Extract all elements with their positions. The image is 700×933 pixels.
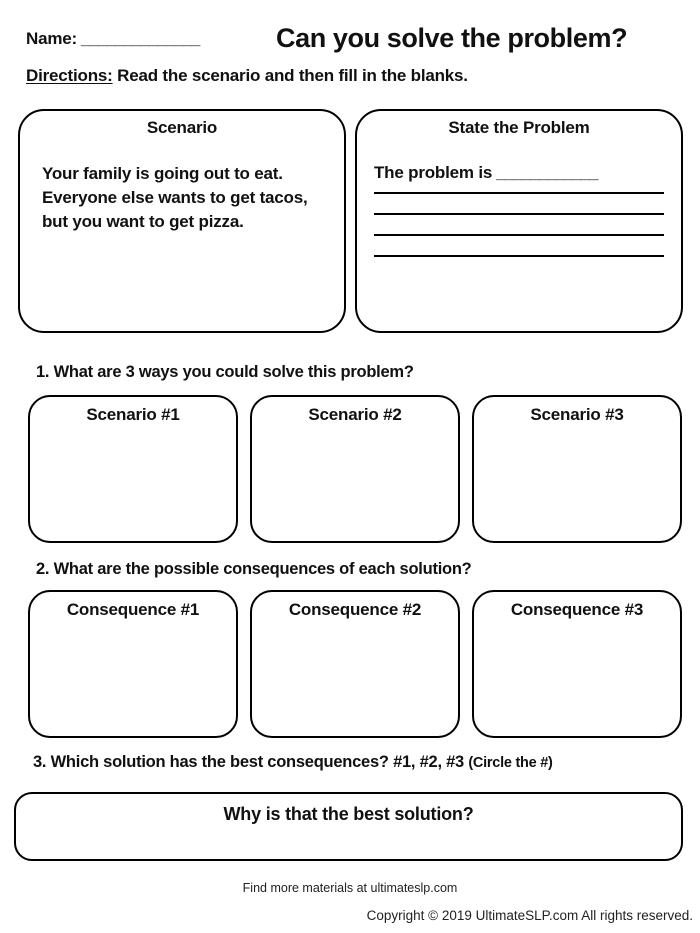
- problem-lead-row: [374, 163, 681, 183]
- answer-box-scenario-3[interactable]: [472, 395, 682, 543]
- question-3-circle-note: (Circle the #): [468, 755, 553, 771]
- answer-box-title: Consequence #1: [66, 600, 200, 619]
- problem-box-title: State the Problem: [448, 118, 590, 137]
- why-box-title: Why is that the best solution?: [223, 804, 474, 824]
- scenario-box-text: Your family is going out to eat. Everyone else wants to get tacos, but you want to get pizza.: [42, 163, 308, 231]
- write-line[interactable]: [374, 255, 664, 257]
- question-1-prompt: 1. What are 3 ways you could solve this problem?: [36, 363, 414, 381]
- name-label: Name:: [26, 29, 77, 48]
- scenario-box-title: Scenario: [146, 118, 218, 137]
- answer-box-title: Consequence #2: [288, 600, 422, 619]
- write-line[interactable]: [374, 213, 664, 215]
- question-3-prompt: [33, 753, 553, 772]
- problem-lead-blank[interactable]: ____________: [496, 162, 598, 182]
- page-title: Can you solve the problem?: [276, 23, 628, 53]
- name-blank-line[interactable]: ______________: [80, 29, 200, 48]
- state-the-problem-box: [355, 109, 683, 333]
- answer-box-scenario-2[interactable]: [250, 395, 460, 543]
- question-2-prompt: 2. What are the possible consequences of each solution?: [36, 560, 472, 578]
- directions-label: Directions:: [26, 66, 113, 85]
- answer-box-consequence-1[interactable]: [28, 590, 238, 738]
- answer-box-title: Scenario #3: [530, 405, 624, 424]
- problem-write-lines: [374, 192, 664, 257]
- problem-lead-text: The problem is: [374, 162, 493, 182]
- write-line[interactable]: [374, 234, 664, 236]
- directions-line: [26, 66, 468, 86]
- answer-box-consequence-2[interactable]: [250, 590, 460, 738]
- name-field-group: [26, 30, 199, 47]
- write-line[interactable]: [374, 192, 664, 194]
- answer-box-title: Consequence #3: [510, 600, 644, 619]
- worksheet-header: [0, 24, 700, 64]
- answer-box-consequence-3[interactable]: [472, 590, 682, 738]
- question-3-text[interactable]: 3. Which solution has the best consequences? #1, #2, #3: [33, 753, 464, 771]
- answer-box-title: Scenario #2: [308, 405, 402, 424]
- answer-box-scenario-1[interactable]: [28, 395, 238, 543]
- footer-copyright-text: Copyright © 2019 UltimateSLP.com All rights reserved.: [366, 908, 693, 923]
- footer-materials-text: Find more materials at ultimateslp.com: [242, 881, 458, 895]
- why-best-solution-box[interactable]: [14, 792, 683, 861]
- answer-box-title: Scenario #1: [86, 405, 180, 424]
- scenario-box: [18, 109, 346, 333]
- directions-text: Read the scenario and then fill in the blanks.: [117, 66, 468, 85]
